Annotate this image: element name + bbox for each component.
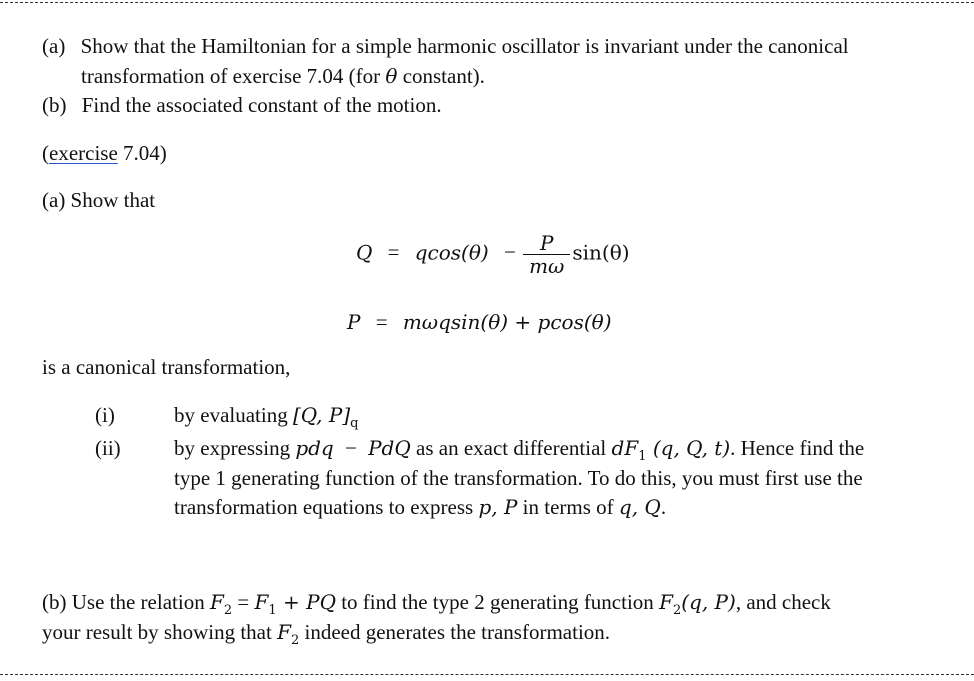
item-ii-qQ: q, Q	[618, 495, 661, 519]
part-b-F2: F	[209, 590, 224, 614]
exercise-reference	[42, 140, 167, 166]
item-ii-text1: by expressing	[174, 436, 296, 460]
eq2-equals: =	[375, 310, 388, 334]
problem-a-line2-post: constant).	[397, 64, 485, 88]
part-b-F1-subscript: 1	[268, 603, 277, 618]
item-ii-line3-mid: in terms of	[517, 495, 619, 519]
eq2-rhs: mωqsin(θ) + pcos(θ)	[402, 310, 612, 334]
part-b-plus-PQ: + PQ	[276, 590, 336, 614]
bottom-dashed-rule	[0, 674, 974, 675]
exercise-word: exercise	[49, 141, 118, 165]
eq2-lhs: P	[347, 310, 361, 334]
eq1-lhs: Q	[356, 240, 373, 265]
top-dashed-rule	[0, 2, 974, 3]
problem-b-line	[42, 92, 442, 118]
part-b-equals: =	[232, 590, 255, 614]
part-b-F2-third: F	[277, 620, 291, 644]
item-ii-pP: p, P	[478, 495, 518, 519]
poisson-bracket: [Q, P]	[292, 403, 351, 427]
part-b-F2-second: F	[659, 590, 673, 614]
item-ii-args: (q, Q, t)	[646, 436, 731, 460]
part-b-line2-post: indeed generates the transformation.	[299, 620, 611, 644]
eq1-term2: sin(θ)	[572, 240, 630, 265]
problem-b-label: (b)	[42, 93, 67, 117]
part-b-args: (q, P)	[681, 590, 736, 614]
part-b-F2-third-subscript: 2	[290, 633, 300, 648]
problem-a-line2-pre: transformation of exercise 7.04 (for	[81, 64, 386, 88]
equation-p	[347, 309, 612, 335]
item-ii-dF: dF	[611, 436, 639, 460]
part-b-line2-pre: your result by showing that	[42, 620, 278, 644]
eq1-frac-numerator: P	[539, 231, 554, 255]
item-ii-PdQ: PdQ	[368, 436, 411, 460]
problem-a-label: (a)	[42, 34, 66, 58]
theta-symbol: θ	[385, 64, 398, 88]
item-ii-text2: as an exact differential	[410, 436, 612, 460]
item-ii-line3	[174, 494, 666, 520]
problem-b-text: Find the associated constant of the motion.	[81, 93, 442, 117]
part-b-F1: F	[254, 590, 269, 614]
part-b-pre: (b) Use the relation	[42, 590, 210, 614]
problem-a-line2	[81, 63, 485, 89]
part-a-intro: (a) Show that	[42, 188, 156, 212]
eq1-equals: =	[387, 240, 400, 265]
canonical-statement: is a canonical transformation,	[42, 355, 291, 379]
part-b-F2-subscript: 2	[223, 603, 233, 618]
item-ii-dF-subscript: 1	[638, 449, 647, 464]
item-ii-line3-pre: transformation equations to express	[174, 495, 479, 519]
eq1-frac-denominator: mω	[523, 254, 570, 277]
equation-q	[356, 232, 630, 277]
item-ii-minus: −	[345, 436, 357, 460]
part-b-F2-second-subscript: 2	[672, 603, 682, 618]
eq1-minus: −	[503, 240, 516, 265]
exercise-open-paren: (	[42, 141, 49, 165]
item-ii-text3: . Hence find the	[730, 436, 865, 460]
item-ii-line3-post: .	[660, 495, 667, 519]
part-b-line1	[42, 589, 831, 619]
item-ii-line2: type 1 generating function of the transformation. To do this, you must first use the	[174, 466, 863, 490]
item-ii-label: (ii)	[95, 436, 121, 460]
poisson-bracket-subscript: q	[350, 416, 359, 431]
part-b-line2	[42, 619, 610, 649]
part-b-mid: to find the type 2 generating function	[335, 590, 660, 614]
eq1-fraction	[523, 232, 570, 277]
item-i-text-prefix: by evaluating	[174, 403, 293, 427]
item-ii-pdq: pdq	[295, 436, 334, 460]
item-i-label: (i)	[95, 403, 115, 427]
exercise-number: 7.04)	[117, 141, 167, 165]
problem-a-line1	[42, 33, 849, 59]
part-b-post: , and check	[735, 590, 831, 614]
item-i-text	[174, 402, 358, 432]
problem-a-text: Show that the Hamiltonian for a simple harmonic oscillator is invariant under the canonical	[80, 34, 849, 58]
item-ii-line1	[174, 435, 864, 465]
eq1-term1: qcos(θ)	[414, 240, 489, 265]
